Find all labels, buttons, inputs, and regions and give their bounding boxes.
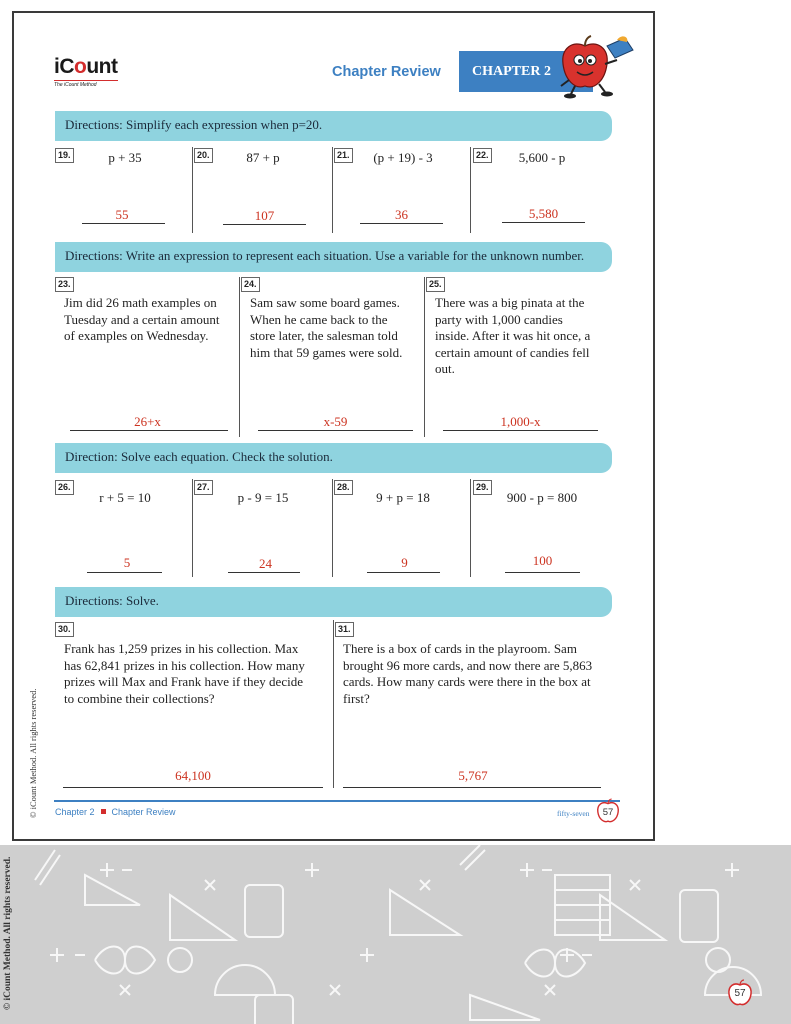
answer-line [443,430,598,431]
text-line: him that 59 games were sold. [250,344,403,360]
answer-line [505,572,580,573]
text-line: prizes will Max and Frank have if they decide [64,674,303,690]
problem-expression: (p + 19) - 3 [373,150,433,165]
problem-expression: 87 + p [246,150,280,165]
column-divider [239,277,240,437]
answer-line [502,222,585,223]
text-line: store later, the salesman told [250,328,398,344]
text-line: of examples on Wednesday. [64,328,209,344]
text-line: There is a box of cards in the playroom. Sam [343,641,577,656]
answer-line [223,224,306,225]
answer-line [70,430,228,431]
problem-number: 21. [334,148,353,163]
problem-answer: 55 [115,207,129,222]
text-line: first? [343,690,370,706]
problem-number: 22. [473,148,492,163]
problem-number: 20. [194,148,213,163]
page-copyright: © iCount Method. All rights reserved. [28,688,38,818]
outer-page-number: 57 [734,988,746,999]
column-divider [470,479,471,577]
problem-expression: p + 35 [108,150,142,165]
text-line: Tuesday and a certain amount [64,311,220,327]
column-divider [470,147,471,233]
problem-number: 25. [426,277,445,292]
problem-answer: 26+x [134,414,161,429]
footer-page-word: fifty-seven [557,809,590,818]
text-line: Jim did 26 math examples on [64,295,217,310]
problem-expression: 5,600 - p [518,150,566,165]
text-line: has 62,841 prizes in his collection. How many [64,657,305,673]
problem-number: 31. [335,622,354,637]
answer-line [228,572,300,573]
problem-number: 29. [473,480,492,495]
directions-bar-2: Directions: Write an expression to represent each situation. Use a variable for the unknown number. [55,242,612,272]
problem-answer: 1,000-x [500,414,541,429]
problem-expression: p - 9 = 15 [237,490,289,505]
logo-text-a: iC [54,55,74,78]
answer-line [82,223,165,224]
problem-number: 27. [194,480,213,495]
problem-text [250,295,422,361]
page-number-badge [596,798,620,824]
text-line: Frank has 1,259 prizes in his collection. Max [64,641,299,656]
chapter-tab: CHAPTER 2 [459,51,593,92]
text-line: There was a big pinata at the [435,295,585,310]
problem-number: 28. [334,480,353,495]
math-doodle-pattern [0,845,791,1024]
column-divider [192,479,193,577]
answer-line [87,572,162,573]
text-line: When he came back to the [250,311,388,327]
column-divider [424,277,425,437]
column-divider [332,147,333,233]
problem-text [435,295,611,378]
problem-number: 23. [55,277,74,292]
column-divider [192,147,193,233]
problem-answer: 5,767 [458,768,488,783]
footer-chapter-label [55,807,176,817]
problem-number: 24. [241,277,260,292]
problem-answer: 107 [254,208,275,223]
directions-bar-1: Directions: Simplify each expression when p=20. [55,111,612,141]
apple-mascot [555,34,640,104]
outer-copyright: © iCount Method. All rights reserved. [3,856,13,1010]
problem-answer: 24 [259,556,272,571]
column-divider [333,620,334,788]
directions-bar-4: Directions: Solve. [55,587,612,617]
logo-text-b: unt [86,55,118,78]
problem-number: 19. [55,148,74,163]
problem-answer: 100 [532,553,553,568]
directions-bar-3: Direction: Solve each equation. Check the solution. [55,443,612,473]
problem-answer: 36 [395,207,408,222]
problem-answer: 64,100 [175,768,211,783]
footer-rule [54,800,620,802]
answer-line [63,787,323,788]
footer-separator [101,809,106,814]
answer-line [367,572,440,573]
problem-text [343,641,613,707]
page-number: 57 [602,807,614,818]
text-line: Sam saw some board games. [250,295,400,310]
text-line: to combine their collections? [64,690,215,706]
apple-mascot-icon [555,34,640,99]
problem-text [64,295,236,345]
section-title: Chapter Review [332,64,441,80]
footer-chapter: Chapter 2 [55,807,95,817]
footer-section: Chapter Review [111,807,176,817]
answer-line [343,787,601,788]
problem-expression: 9 + p = 18 [376,490,430,505]
answer-line [360,223,443,224]
column-divider [332,479,333,577]
text-line: inside. After it was hit once, a [435,328,591,344]
background-pattern [0,845,791,1024]
outer-page-number-badge [727,979,753,1007]
problem-number: 26. [55,480,74,495]
problem-answer: 5,580 [528,206,559,221]
logo-tagline: The iCount Method [54,80,118,88]
text-line: certain amount of candies fell [435,344,590,360]
text-line: party with 1,000 candies [435,311,563,327]
logo-text-o: o [74,55,87,78]
problem-answer: 9 [401,555,408,570]
problem-answer: x-59 [323,414,348,429]
answer-line [258,430,413,431]
text-line: out. [435,361,455,377]
problem-text [64,641,330,707]
text-line: brought 96 more cards, and now there are 5,863 [343,657,593,673]
problem-answer: 5 [123,555,131,570]
problem-expression: 900 - p = 800 [506,490,578,505]
problem-expression: r + 5 = 10 [99,490,151,505]
icount-logo [54,55,118,88]
problem-number: 30. [55,622,74,637]
text-line: cards. How many cards were there in the box at [343,674,591,690]
